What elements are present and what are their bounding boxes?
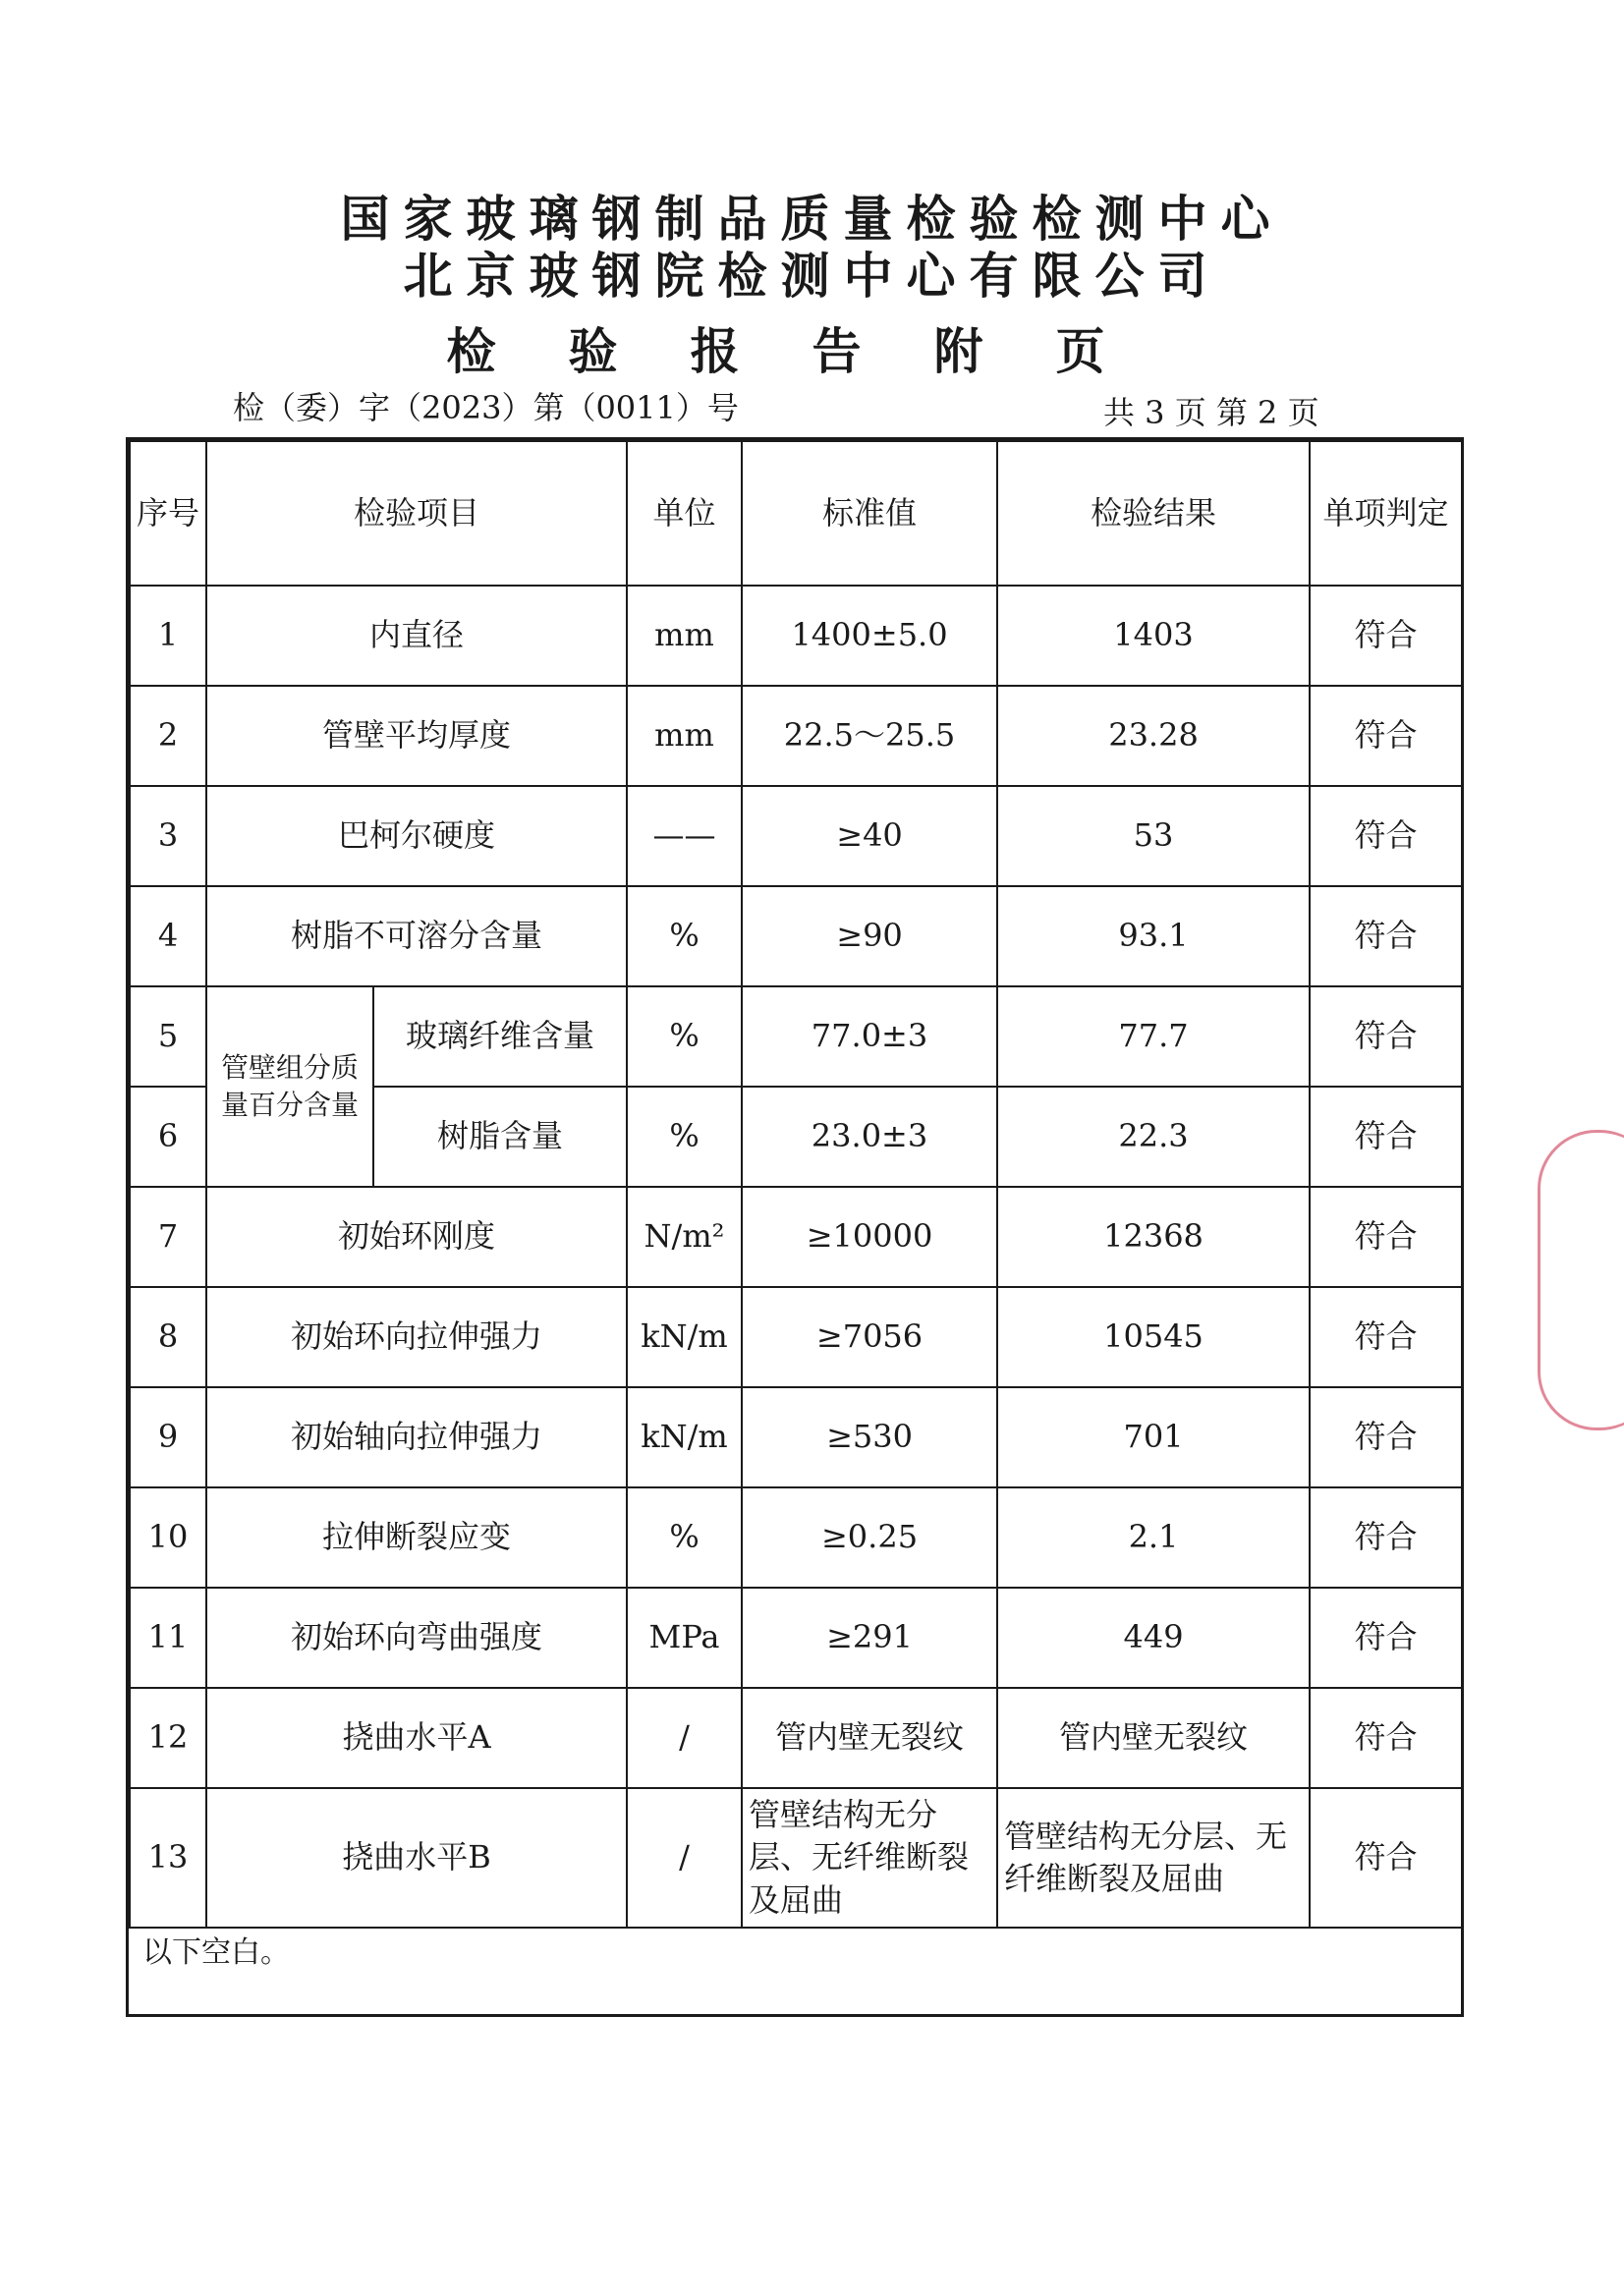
row-result: 701: [997, 1387, 1310, 1487]
row-item: 玻璃纤维含量: [373, 986, 627, 1087]
row-standard: ≥40: [742, 786, 997, 886]
page-info: 共 3 页 第 2 页: [1103, 394, 1319, 431]
row-no: 9: [130, 1387, 206, 1487]
title-line-3: 检验报告附页: [446, 323, 1178, 380]
table-row: [130, 986, 1462, 1087]
row-no: 3: [130, 786, 206, 886]
row-result: 1403: [997, 586, 1310, 686]
row-no: 11: [130, 1588, 206, 1688]
row-standard: ≥0.25: [742, 1487, 997, 1588]
row-no: 7: [130, 1187, 206, 1287]
footer-note: 以下空白。: [142, 1935, 290, 1970]
table-row: [130, 1187, 1462, 1287]
row-judgement: 符合: [1310, 786, 1462, 886]
header-unit: 单位: [627, 441, 742, 586]
row-item: 初始环刚度: [206, 1187, 627, 1287]
row-no: 2: [130, 686, 206, 786]
row-judgement: 符合: [1310, 1688, 1462, 1788]
red-seal-stamp: [1538, 1130, 1624, 1430]
row-no: 5: [130, 986, 206, 1087]
row-standard: ≥291: [742, 1588, 997, 1688]
row-standard: 22.5～25.5: [742, 686, 997, 786]
row-item: 树脂不可溶分含量: [206, 886, 627, 986]
table-row: [130, 1487, 1462, 1588]
row-standard: ≥7056: [742, 1287, 997, 1387]
row-unit: N/m²: [627, 1187, 742, 1287]
row-result: 93.1: [997, 886, 1310, 986]
row-unit: %: [627, 886, 742, 986]
row-result: 2.1: [997, 1487, 1310, 1588]
row-judgement: 符合: [1310, 1087, 1462, 1187]
row-result: 53: [997, 786, 1310, 886]
row-result: 77.7: [997, 986, 1310, 1087]
row-item: 管壁平均厚度: [206, 686, 627, 786]
row-result: 12368: [997, 1187, 1310, 1287]
row-item: 初始轴向拉伸强力: [206, 1387, 627, 1487]
report-number: 检（委）字（2023）第（0011）号: [233, 389, 739, 426]
row-judgement: 符合: [1310, 1187, 1462, 1287]
row-standard: 23.0±3: [742, 1087, 997, 1187]
header-item: 检验项目: [206, 441, 627, 586]
row-result: 管内壁无裂纹: [997, 1688, 1310, 1788]
row-no: 10: [130, 1487, 206, 1588]
row-unit: mm: [627, 586, 742, 686]
row-unit: %: [627, 986, 742, 1087]
table-row: [130, 1788, 1462, 1928]
row-judgement: 符合: [1310, 1588, 1462, 1688]
group-label: 管壁组分质量百分含量: [206, 986, 373, 1187]
row-judgement: 符合: [1310, 986, 1462, 1087]
row-standard: 管壁结构无分层、无纤维断裂及屈曲: [742, 1788, 997, 1928]
row-unit: /: [627, 1788, 742, 1928]
row-unit: kN/m: [627, 1387, 742, 1487]
row-unit: kN/m: [627, 1287, 742, 1387]
row-result: 管壁结构无分层、无纤维断裂及屈曲: [997, 1788, 1310, 1928]
inspection-table: [126, 437, 1464, 2017]
header-no: 序号: [130, 441, 206, 586]
row-item: 初始环向弯曲强度: [206, 1588, 627, 1688]
row-unit: /: [627, 1688, 742, 1788]
row-no: 8: [130, 1287, 206, 1387]
row-judgement: 符合: [1310, 1387, 1462, 1487]
row-item: 内直径: [206, 586, 627, 686]
table-row: [130, 1688, 1462, 1788]
row-unit: mm: [627, 686, 742, 786]
row-item: 挠曲水平A: [206, 1688, 627, 1788]
row-no: 1: [130, 586, 206, 686]
row-standard: ≥10000: [742, 1187, 997, 1287]
table-row: [130, 1588, 1462, 1688]
row-no: 13: [130, 1788, 206, 1928]
title-line-2: 北京玻钢院检测中心有限公司: [403, 248, 1221, 305]
table-row: [130, 686, 1462, 786]
row-no: 4: [130, 886, 206, 986]
row-judgement: 符合: [1310, 586, 1462, 686]
row-no: 12: [130, 1688, 206, 1788]
row-unit: %: [627, 1487, 742, 1588]
table-row: [130, 586, 1462, 686]
row-result: 22.3: [997, 1087, 1310, 1187]
row-standard: ≥90: [742, 886, 997, 986]
header-judgement: 单项判定: [1310, 441, 1462, 586]
header-standard: 标准值: [742, 441, 997, 586]
table-header-row: [130, 441, 1462, 586]
table-row: [130, 786, 1462, 886]
row-judgement: 符合: [1310, 886, 1462, 986]
row-standard: ≥530: [742, 1387, 997, 1487]
row-judgement: 符合: [1310, 686, 1462, 786]
title-line-1: 国家玻璃钢制品质量检验检测中心: [340, 191, 1284, 248]
row-judgement: 符合: [1310, 1788, 1462, 1928]
row-item: 巴柯尔硬度: [206, 786, 627, 886]
row-no: 6: [130, 1087, 206, 1187]
row-judgement: 符合: [1310, 1487, 1462, 1588]
row-item: 树脂含量: [373, 1087, 627, 1187]
row-item: 初始环向拉伸强力: [206, 1287, 627, 1387]
table-row: [130, 1287, 1462, 1387]
row-standard: 77.0±3: [742, 986, 997, 1087]
row-result: 10545: [997, 1287, 1310, 1387]
row-judgement: 符合: [1310, 1287, 1462, 1387]
row-standard: 管内壁无裂纹: [742, 1688, 997, 1788]
table-row: [130, 1387, 1462, 1487]
row-item: 挠曲水平B: [206, 1788, 627, 1928]
row-unit: ——: [627, 786, 742, 886]
row-result: 449: [997, 1588, 1310, 1688]
row-unit: %: [627, 1087, 742, 1187]
row-unit: MPa: [627, 1588, 742, 1688]
row-item: 拉伸断裂应变: [206, 1487, 627, 1588]
header-result: 检验结果: [997, 441, 1310, 586]
row-standard: 1400±5.0: [742, 586, 997, 686]
table-row: [130, 886, 1462, 986]
row-result: 23.28: [997, 686, 1310, 786]
